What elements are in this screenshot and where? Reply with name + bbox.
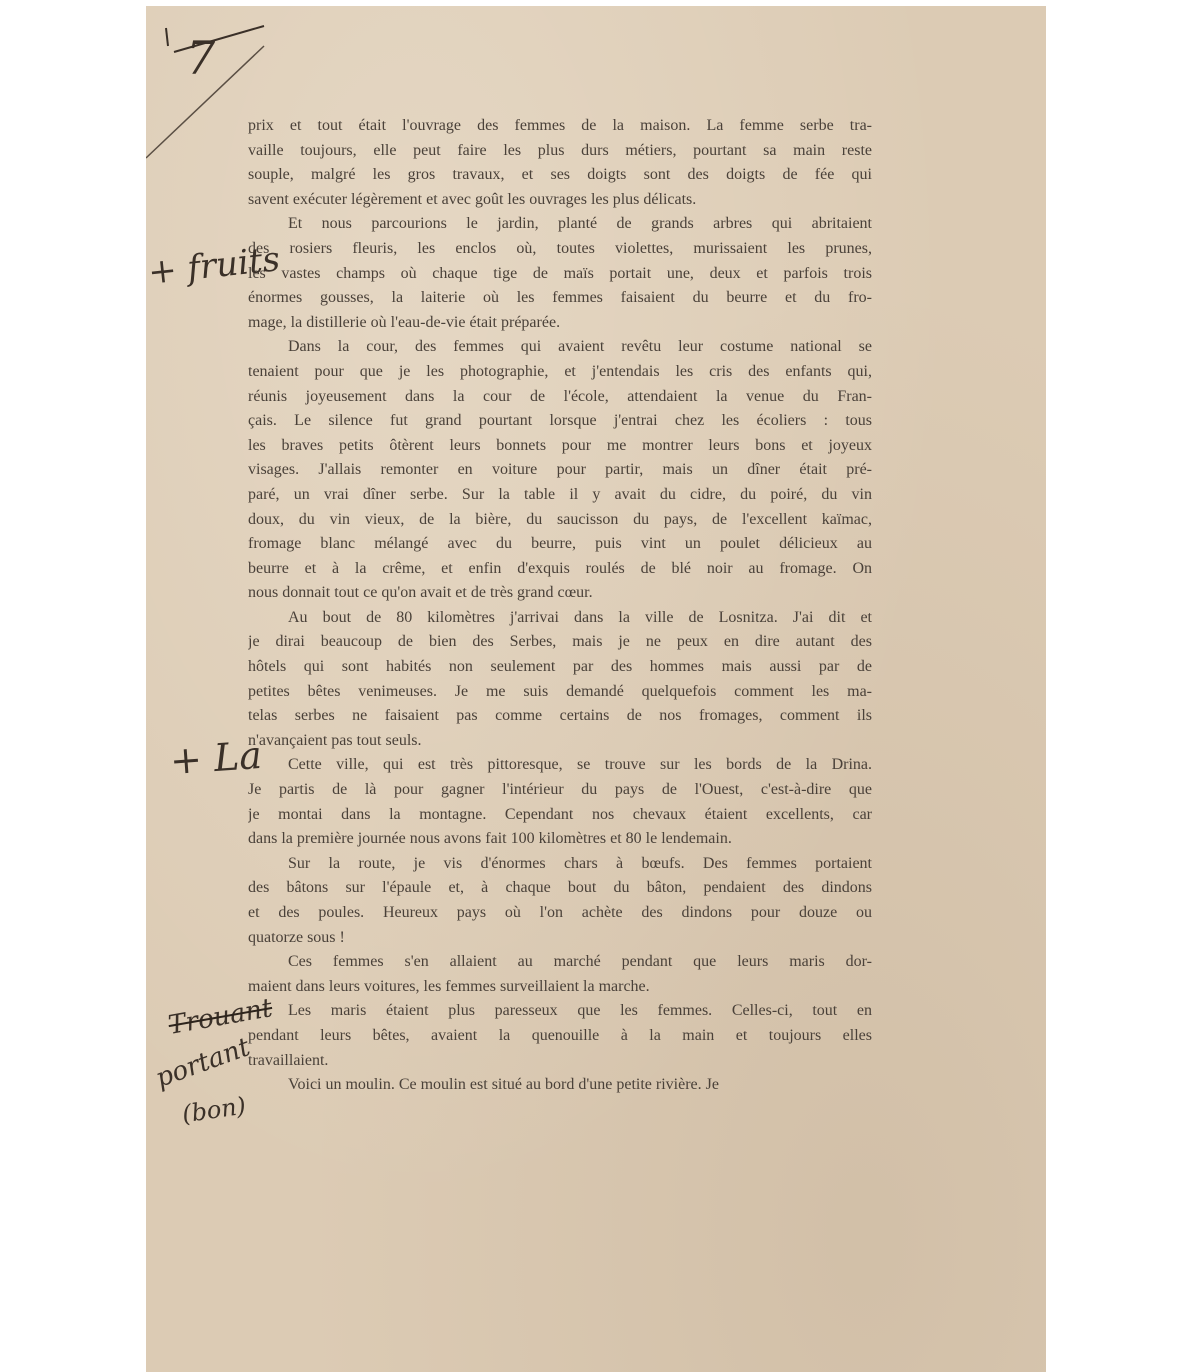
paragraph: [248, 212, 872, 335]
text-line: les braves petits ôtèrent leurs bonnets pour me montrer leurs bons et joyeux: [248, 436, 872, 454]
text-line: maient dans leurs voitures, les femmes surveillaient la marche.: [248, 977, 650, 995]
text-line: pendant leurs bêtes, avaient la quenouille à la main et toujours elles: [248, 1026, 872, 1044]
paragraph: [248, 606, 872, 754]
text-line: Au bout de 80 kilomètres j'arrivai dans la ville de Losnitza. J'ai dit et: [288, 608, 872, 626]
text-line: tenaient pour que je les photographie, et j'entendais les cris des enfants qui,: [248, 362, 872, 380]
body-text: [248, 114, 872, 1098]
text-line: paré, un vrai dîner serbe. Sur la table il y avait du cidre, du poiré, du vin: [248, 485, 872, 503]
text-line: prix et tout était l'ouvrage des femmes de la maison. La femme serbe tra-: [248, 117, 872, 134]
text-line: nous donnait tout ce qu'on avait et de très grand cœur.: [248, 584, 593, 602]
text-line: beurre et à la crême, et enfin d'exquis roulés de blé noir au fromage. On: [248, 559, 872, 577]
text-line: Sur la route, je vis d'énormes chars à bœufs. Des femmes portaient: [288, 854, 872, 872]
text-line: des bâtons sur l'épaule et, à chaque bout du bâton, pendaient des dindons: [248, 879, 872, 897]
text-line: Et nous parcourions le jardin, planté de grands arbres qui abritaient: [288, 215, 872, 233]
annotation-portant: portant: [151, 1032, 255, 1094]
text-line: Voici un moulin. Ce moulin est situé au bord d'une petite rivière. Je: [288, 1076, 719, 1094]
annotation-la: + La: [168, 732, 264, 784]
text-line: Dans la cour, des femmes qui avaient revêtu leur costume national se: [288, 338, 872, 356]
text-line: mage, la distillerie où l'eau-de-vie était préparée.: [248, 313, 561, 331]
text-line: fromage blanc mélangé avec du beurre, puis vint un poulet délicieux au: [248, 535, 872, 553]
paragraph: [248, 999, 872, 1073]
text-line: vaille toujours, elle peut faire les plus durs métiers, pourtant sa main reste: [248, 141, 872, 159]
text-line: les vastes champs où chaque tige de maïs portait une, deux et parfois trois: [248, 264, 872, 282]
text-line: petites bêtes venimeuses. Je me suis demandé quelquefois comment les ma-: [248, 682, 872, 700]
text-line: et des poules. Heureux pays où l'on achète des dindons pour douze ou: [248, 904, 872, 921]
text-line: des rosiers fleuris, les enclos où, toutes violettes, murissaient les prunes,: [248, 239, 872, 257]
text-line: Les maris étaient plus paresseux que les femmes. Celles-ci, tout en: [288, 1002, 872, 1020]
annotation-trouant-text: Trouant: [166, 993, 275, 1041]
text-line: n'avançaient pas tout seuls.: [248, 731, 422, 749]
text-line: réunis joyeusement dans la cour de l'école, attendaient la venue du Fran-: [248, 387, 872, 405]
text-line: je dirai beaucoup de bien des Serbes, mais je ne peux en dire autant des: [248, 633, 872, 651]
text-line: travaillaient.: [248, 1051, 329, 1069]
text-line: Ces femmes s'en allaient au marché pendant que leurs maris dor-: [288, 953, 872, 971]
paragraph: [248, 753, 872, 851]
text-line: je montai dans la montagne. Cependant nos chevaux étaient excellents, car: [248, 805, 872, 823]
annotation-bon: (bon): [180, 1091, 248, 1129]
text-line: quatorze sous !: [248, 928, 345, 946]
paragraph: [248, 950, 872, 999]
text-line: énormes gousses, la laiterie où les femmes faisaient du beurre et du fro-: [248, 289, 872, 307]
text-line: savent exécuter légèrement et avec goût les ouvrages les plus délicats.: [248, 190, 697, 208]
paragraph: [248, 852, 872, 950]
text-line: Je partis de là pour gagner l'intérieur du pays de l'Ouest, c'est-à-dire que: [248, 781, 872, 799]
annotation-fruits: + fruits: [146, 239, 282, 293]
paragraph: [248, 335, 872, 606]
page-number: 7: [186, 31, 216, 85]
text-line: Cette ville, qui est très pittoresque, se trouve sur les bords de la Drina.: [288, 756, 872, 774]
text-line: dans la première journée nous avons fait 100 kilomètres et 80 le lendemain.: [248, 830, 732, 848]
text-line: çais. Le silence fut grand pourtant lorsque j'entrai chez les écoliers : tous: [248, 412, 872, 430]
text-line: hôtels qui sont habités non seulement par des hommes mais aussi par de: [248, 658, 872, 676]
text-line: visages. J'allais remonter en voiture pour partir, mais un dîner était pré-: [248, 461, 872, 479]
text-line: doux, du vin vieux, de la bière, du saucisson du pays, de l'excellent kaïmac,: [248, 510, 872, 528]
paragraph: [248, 1073, 872, 1098]
text-line: souple, malgré les gros travaux, et ses doigts sont des doigts de fée qui: [248, 166, 872, 184]
text-line: telas serbes ne faisaient pas comme certains de nos fromages, comment ils: [248, 707, 872, 725]
paper-sheet: [146, 6, 1046, 1372]
paragraph: [248, 114, 872, 212]
